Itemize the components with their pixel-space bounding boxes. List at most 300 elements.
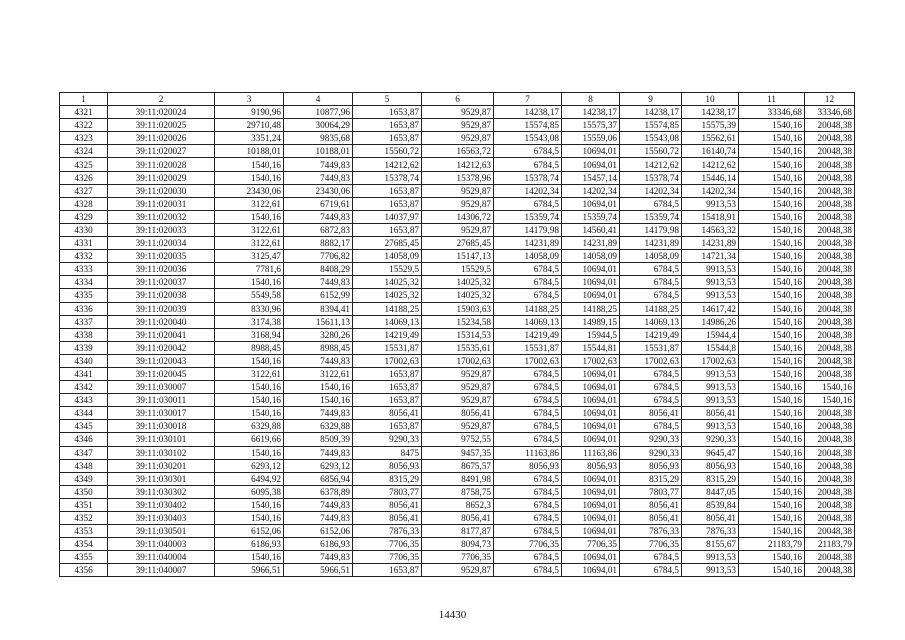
cadastral-number-cell: 39:11:020030 (108, 184, 215, 197)
value-cell: 10694,01 (562, 420, 620, 433)
row-number-cell: 4347 (60, 446, 108, 459)
value-cell: 16563,72 (422, 145, 494, 158)
value-cell: 14202,34 (620, 184, 682, 197)
row-number-cell: 4345 (60, 420, 108, 433)
row-number-cell: 4337 (60, 315, 108, 328)
value-cell: 9913,53 (682, 276, 739, 289)
row-number-cell: 4327 (60, 184, 108, 197)
value-cell: 7449,83 (284, 551, 353, 564)
value-cell: 6719,61 (284, 197, 353, 210)
value-cell: 1540,16 (739, 381, 805, 394)
value-cell: 6784,5 (620, 367, 682, 380)
value-cell: 20048,38 (805, 171, 855, 184)
value-cell: 10694,01 (562, 367, 620, 380)
value-cell: 27685,45 (422, 237, 494, 250)
value-cell: 6152,06 (284, 525, 353, 538)
table-row (60, 498, 855, 511)
value-cell: 11163,86 (562, 446, 620, 459)
row-number-cell: 4350 (60, 485, 108, 498)
cadastral-number-cell: 39:11:030017 (108, 407, 215, 420)
value-cell: 20048,38 (805, 263, 855, 276)
value-cell: 10694,01 (562, 197, 620, 210)
table-row (60, 394, 855, 407)
value-cell: 14188,25 (494, 302, 562, 315)
value-cell: 10877,96 (284, 106, 353, 119)
value-cell: 20048,38 (805, 250, 855, 263)
cadastral-number-cell: 39:11:020041 (108, 328, 215, 341)
value-cell: 6186,93 (215, 538, 284, 551)
value-cell: 8056,93 (494, 459, 562, 472)
table-row (60, 459, 855, 472)
value-cell: 1540,16 (215, 446, 284, 459)
value-cell: 3122,61 (215, 223, 284, 236)
value-cell: 14188,25 (562, 302, 620, 315)
value-cell: 1540,16 (739, 119, 805, 132)
column-header: 4 (284, 93, 353, 106)
value-cell: 6619,66 (215, 433, 284, 446)
table-row (60, 184, 855, 197)
value-cell: 8177,87 (422, 525, 494, 538)
column-header: 5 (353, 93, 422, 106)
value-cell: 1540,16 (215, 394, 284, 407)
value-cell: 1653,87 (353, 184, 422, 197)
row-number-cell: 4340 (60, 354, 108, 367)
value-cell: 7449,83 (284, 276, 353, 289)
value-cell: 6872,83 (284, 223, 353, 236)
value-cell: 15574,85 (620, 119, 682, 132)
row-number-cell: 4338 (60, 328, 108, 341)
value-cell: 1540,16 (739, 407, 805, 420)
value-cell: 8056,41 (353, 407, 422, 420)
cadastral-number-cell: 39:11:030402 (108, 498, 215, 511)
value-cell: 20048,38 (805, 223, 855, 236)
value-cell: 1540,16 (739, 512, 805, 525)
value-cell: 9529,87 (422, 119, 494, 132)
value-cell: 14202,34 (494, 184, 562, 197)
value-cell: 9529,87 (422, 381, 494, 394)
value-cell: 15544,81 (562, 341, 620, 354)
value-cell: 1653,87 (353, 106, 422, 119)
cadastral-number-cell: 39:11:030018 (108, 420, 215, 433)
value-cell: 10694,01 (562, 564, 620, 577)
value-cell: 10694,01 (562, 158, 620, 171)
value-cell: 14058,09 (494, 250, 562, 263)
value-cell: 9290,33 (682, 433, 739, 446)
data-table (59, 92, 855, 577)
table-row (60, 551, 855, 564)
value-cell: 20048,38 (805, 367, 855, 380)
value-cell: 10694,01 (562, 381, 620, 394)
value-cell: 14238,17 (494, 106, 562, 119)
value-cell: 33346,68 (739, 106, 805, 119)
cadastral-number-cell: 39:11:020043 (108, 354, 215, 367)
value-cell: 1653,87 (353, 564, 422, 577)
value-cell: 6784,5 (494, 367, 562, 380)
header-row (60, 93, 855, 106)
value-cell: 20048,38 (805, 145, 855, 158)
value-cell: 23430,06 (284, 184, 353, 197)
value-cell: 9913,53 (682, 289, 739, 302)
value-cell: 15359,74 (494, 210, 562, 223)
value-cell: 6784,5 (620, 420, 682, 433)
cadastral-number-cell: 39:11:020042 (108, 341, 215, 354)
value-cell: 1540,16 (739, 263, 805, 276)
table-row (60, 250, 855, 263)
value-cell: 6784,5 (494, 433, 562, 446)
value-cell: 14058,09 (620, 250, 682, 263)
value-cell: 8056,41 (422, 407, 494, 420)
row-number-cell: 4330 (60, 223, 108, 236)
value-cell: 8056,93 (682, 459, 739, 472)
value-cell: 10694,01 (562, 525, 620, 538)
value-cell: 1540,16 (215, 354, 284, 367)
value-cell: 14188,25 (620, 302, 682, 315)
value-cell: 5966,51 (215, 564, 284, 577)
value-cell: 7876,33 (620, 525, 682, 538)
value-cell: 14563,32 (682, 223, 739, 236)
value-cell: 15446,14 (682, 171, 739, 184)
row-number-cell: 4339 (60, 341, 108, 354)
table-row (60, 564, 855, 577)
value-cell: 9529,87 (422, 132, 494, 145)
row-number-cell: 4352 (60, 512, 108, 525)
value-cell: 20048,38 (805, 119, 855, 132)
value-cell: 10694,01 (562, 433, 620, 446)
value-cell: 15562,61 (682, 132, 739, 145)
value-cell: 17002,63 (494, 354, 562, 367)
value-cell: 1540,16 (215, 381, 284, 394)
value-cell: 3280,26 (284, 328, 353, 341)
value-cell: 14617,42 (682, 302, 739, 315)
value-cell: 1540,16 (739, 394, 805, 407)
row-number-cell: 4341 (60, 367, 108, 380)
value-cell: 20048,38 (805, 132, 855, 145)
value-cell: 7706,35 (353, 551, 422, 564)
row-number-cell: 4349 (60, 472, 108, 485)
value-cell: 9529,87 (422, 367, 494, 380)
value-cell: 20048,38 (805, 551, 855, 564)
value-cell: 1653,87 (353, 394, 422, 407)
value-cell: 1540,16 (739, 551, 805, 564)
value-cell: 15559,06 (562, 132, 620, 145)
table-row (60, 433, 855, 446)
value-cell: 14025,32 (422, 276, 494, 289)
value-cell: 9457,35 (422, 446, 494, 459)
value-cell: 1540,16 (739, 132, 805, 145)
column-header: 2 (108, 93, 215, 106)
value-cell: 8882,17 (284, 237, 353, 250)
table-row (60, 485, 855, 498)
value-cell: 1540,16 (739, 564, 805, 577)
cadastral-number-cell: 39:11:040007 (108, 564, 215, 577)
value-cell: 9190,96 (215, 106, 284, 119)
table-row (60, 210, 855, 223)
value-cell: 6784,5 (620, 381, 682, 394)
value-cell: 6784,5 (494, 407, 562, 420)
value-cell: 9290,33 (353, 433, 422, 446)
value-cell: 15314,53 (422, 328, 494, 341)
value-cell: 20048,38 (805, 289, 855, 302)
value-cell: 9529,87 (422, 106, 494, 119)
value-cell: 11163,86 (494, 446, 562, 459)
value-cell: 17002,63 (353, 354, 422, 367)
value-cell: 14219,49 (620, 328, 682, 341)
value-cell: 15903,63 (422, 302, 494, 315)
row-number-cell: 4346 (60, 433, 108, 446)
value-cell: 1540,16 (739, 315, 805, 328)
value-cell: 6784,5 (620, 564, 682, 577)
column-header: 8 (562, 93, 620, 106)
value-cell: 9913,53 (682, 263, 739, 276)
value-cell: 9290,33 (620, 446, 682, 459)
value-cell: 20048,38 (805, 184, 855, 197)
value-cell: 7706,82 (284, 250, 353, 263)
value-cell: 23430,06 (215, 184, 284, 197)
value-cell: 8056,93 (562, 459, 620, 472)
value-cell: 20048,38 (805, 315, 855, 328)
value-cell: 6784,5 (494, 512, 562, 525)
value-cell: 7706,35 (422, 551, 494, 564)
value-cell: 14238,17 (620, 106, 682, 119)
value-cell: 8675,57 (422, 459, 494, 472)
value-cell: 1540,16 (739, 354, 805, 367)
value-cell: 14179,98 (620, 223, 682, 236)
value-cell: 7449,83 (284, 171, 353, 184)
value-cell: 1540,16 (739, 328, 805, 341)
value-cell: 8652,3 (422, 498, 494, 511)
row-number-cell: 4342 (60, 381, 108, 394)
value-cell: 14069,13 (353, 315, 422, 328)
value-cell: 9529,87 (422, 197, 494, 210)
table-row (60, 328, 855, 341)
value-cell: 20048,38 (805, 158, 855, 171)
cadastral-number-cell: 39:11:020037 (108, 276, 215, 289)
value-cell: 5966,51 (284, 564, 353, 577)
value-cell: 1540,16 (739, 289, 805, 302)
value-cell: 1540,16 (739, 223, 805, 236)
value-cell: 1540,16 (739, 446, 805, 459)
value-cell: 20048,38 (805, 341, 855, 354)
value-cell: 15359,74 (562, 210, 620, 223)
value-cell: 6784,5 (494, 289, 562, 302)
value-cell: 6329,88 (284, 420, 353, 433)
value-cell: 9835,68 (284, 132, 353, 145)
value-cell: 10694,01 (562, 472, 620, 485)
value-cell: 1540,16 (739, 237, 805, 250)
value-cell: 9529,87 (422, 564, 494, 577)
value-cell: 7706,35 (494, 538, 562, 551)
table-row (60, 145, 855, 158)
value-cell: 9645,47 (682, 446, 739, 459)
value-cell: 1540,16 (739, 367, 805, 380)
value-cell: 10694,01 (562, 289, 620, 302)
value-cell: 9529,87 (422, 394, 494, 407)
cadastral-number-cell: 39:11:020029 (108, 171, 215, 184)
value-cell: 29710,48 (215, 119, 284, 132)
value-cell: 14058,09 (562, 250, 620, 263)
value-cell: 1540,16 (739, 472, 805, 485)
value-cell: 1653,87 (353, 367, 422, 380)
value-cell: 15457,14 (562, 171, 620, 184)
value-cell: 14231,89 (562, 237, 620, 250)
value-cell: 6378,89 (284, 485, 353, 498)
value-cell: 15944,4 (682, 328, 739, 341)
value-cell: 9913,53 (682, 367, 739, 380)
value-cell: 15378,74 (494, 171, 562, 184)
value-cell: 15531,87 (494, 341, 562, 354)
value-cell: 15944,5 (562, 328, 620, 341)
value-cell: 1653,87 (353, 420, 422, 433)
cadastral-number-cell: 39:11:020025 (108, 119, 215, 132)
value-cell: 6784,5 (620, 263, 682, 276)
value-cell: 6784,5 (494, 551, 562, 564)
value-cell: 20048,38 (805, 302, 855, 315)
cadastral-number-cell: 39:11:020026 (108, 132, 215, 145)
value-cell: 15535,61 (422, 341, 494, 354)
value-cell: 20048,38 (805, 472, 855, 485)
value-cell: 14231,89 (620, 237, 682, 250)
value-cell: 7706,35 (620, 538, 682, 551)
value-cell: 14212,62 (682, 158, 739, 171)
value-cell: 1540,16 (215, 498, 284, 511)
value-cell: 1540,16 (215, 210, 284, 223)
value-cell: 1540,16 (739, 158, 805, 171)
value-cell: 15543,08 (494, 132, 562, 145)
value-cell: 15560,72 (353, 145, 422, 158)
table-row (60, 407, 855, 420)
row-number-cell: 4326 (60, 171, 108, 184)
value-cell: 6152,06 (215, 525, 284, 538)
value-cell: 10694,01 (562, 551, 620, 564)
cadastral-number-cell: 39:11:020035 (108, 250, 215, 263)
value-cell: 8315,29 (682, 472, 739, 485)
value-cell: 20048,38 (805, 210, 855, 223)
value-cell: 1540,16 (739, 433, 805, 446)
value-cell: 6784,5 (620, 197, 682, 210)
value-cell: 8056,41 (422, 512, 494, 525)
value-cell: 8056,41 (682, 512, 739, 525)
value-cell: 10694,01 (562, 276, 620, 289)
cadastral-number-cell: 39:11:020024 (108, 106, 215, 119)
value-cell: 20048,38 (805, 512, 855, 525)
table-body (60, 106, 855, 577)
value-cell: 20048,38 (805, 420, 855, 433)
value-cell: 14025,32 (353, 276, 422, 289)
row-number-cell: 4355 (60, 551, 108, 564)
value-cell: 14202,34 (682, 184, 739, 197)
value-cell: 8056,41 (353, 498, 422, 511)
value-cell: 3122,61 (215, 237, 284, 250)
row-number-cell: 4332 (60, 250, 108, 263)
cadastral-number-cell: 39:11:040003 (108, 538, 215, 551)
value-cell: 16140,74 (682, 145, 739, 158)
cadastral-number-cell: 39:11:030011 (108, 394, 215, 407)
value-cell: 20048,38 (805, 564, 855, 577)
value-cell: 1540,16 (284, 381, 353, 394)
table-row (60, 354, 855, 367)
value-cell: 14306,72 (422, 210, 494, 223)
value-cell: 7706,35 (562, 538, 620, 551)
value-cell: 1540,16 (739, 341, 805, 354)
row-number-cell: 4324 (60, 145, 108, 158)
value-cell: 10188,01 (284, 145, 353, 158)
value-cell: 15574,85 (494, 119, 562, 132)
row-number-cell: 4321 (60, 106, 108, 119)
value-cell: 8330,96 (215, 302, 284, 315)
value-cell: 1540,16 (739, 197, 805, 210)
table-row (60, 446, 855, 459)
value-cell: 1540,16 (739, 145, 805, 158)
column-header: 11 (739, 93, 805, 106)
cadastral-number-cell: 39:11:030101 (108, 433, 215, 446)
value-cell: 15544,8 (682, 341, 739, 354)
value-cell: 10694,01 (562, 512, 620, 525)
value-cell: 1540,16 (215, 512, 284, 525)
row-number-cell: 4325 (60, 158, 108, 171)
value-cell: 3168,94 (215, 328, 284, 341)
value-cell: 10694,01 (562, 145, 620, 158)
cadastral-number-cell: 39:11:030302 (108, 485, 215, 498)
value-cell: 27685,45 (353, 237, 422, 250)
value-cell: 17002,63 (682, 354, 739, 367)
value-cell: 6784,5 (494, 158, 562, 171)
value-cell: 1540,16 (215, 407, 284, 420)
value-cell: 8056,41 (682, 407, 739, 420)
column-header: 9 (620, 93, 682, 106)
value-cell: 17002,63 (562, 354, 620, 367)
value-cell: 6784,5 (494, 472, 562, 485)
value-cell: 1540,16 (739, 276, 805, 289)
cadastral-number-cell: 39:11:020028 (108, 158, 215, 171)
value-cell: 15543,08 (620, 132, 682, 145)
cadastral-number-cell: 39:11:040004 (108, 551, 215, 564)
cadastral-number-cell: 39:11:030501 (108, 525, 215, 538)
value-cell: 14219,49 (353, 328, 422, 341)
row-number-cell: 4348 (60, 459, 108, 472)
cadastral-number-cell: 39:11:020033 (108, 223, 215, 236)
value-cell: 15529,5 (353, 263, 422, 276)
value-cell: 15531,87 (353, 341, 422, 354)
value-cell: 7803,77 (353, 485, 422, 498)
value-cell: 6784,5 (494, 394, 562, 407)
cadastral-number-cell: 39:11:020032 (108, 210, 215, 223)
value-cell: 3125,47 (215, 250, 284, 263)
value-cell: 14989,15 (562, 315, 620, 328)
table-row (60, 132, 855, 145)
value-cell: 6095,38 (215, 485, 284, 498)
table-row (60, 315, 855, 328)
value-cell: 6293,12 (215, 459, 284, 472)
table-row (60, 276, 855, 289)
value-cell: 6856,94 (284, 472, 353, 485)
table-row (60, 158, 855, 171)
value-cell: 15418,91 (682, 210, 739, 223)
table-row (60, 512, 855, 525)
value-cell: 15378,96 (422, 171, 494, 184)
value-cell: 14202,34 (562, 184, 620, 197)
value-cell: 10694,01 (562, 394, 620, 407)
value-cell: 10694,01 (562, 407, 620, 420)
value-cell: 3122,61 (284, 367, 353, 380)
table-row (60, 197, 855, 210)
value-cell: 7449,83 (284, 446, 353, 459)
value-cell: 14069,13 (620, 315, 682, 328)
value-cell: 1540,16 (739, 459, 805, 472)
cadastral-number-cell: 39:11:020039 (108, 302, 215, 315)
value-cell: 7449,83 (284, 158, 353, 171)
value-cell: 1540,16 (739, 171, 805, 184)
row-number-cell: 4354 (60, 538, 108, 551)
